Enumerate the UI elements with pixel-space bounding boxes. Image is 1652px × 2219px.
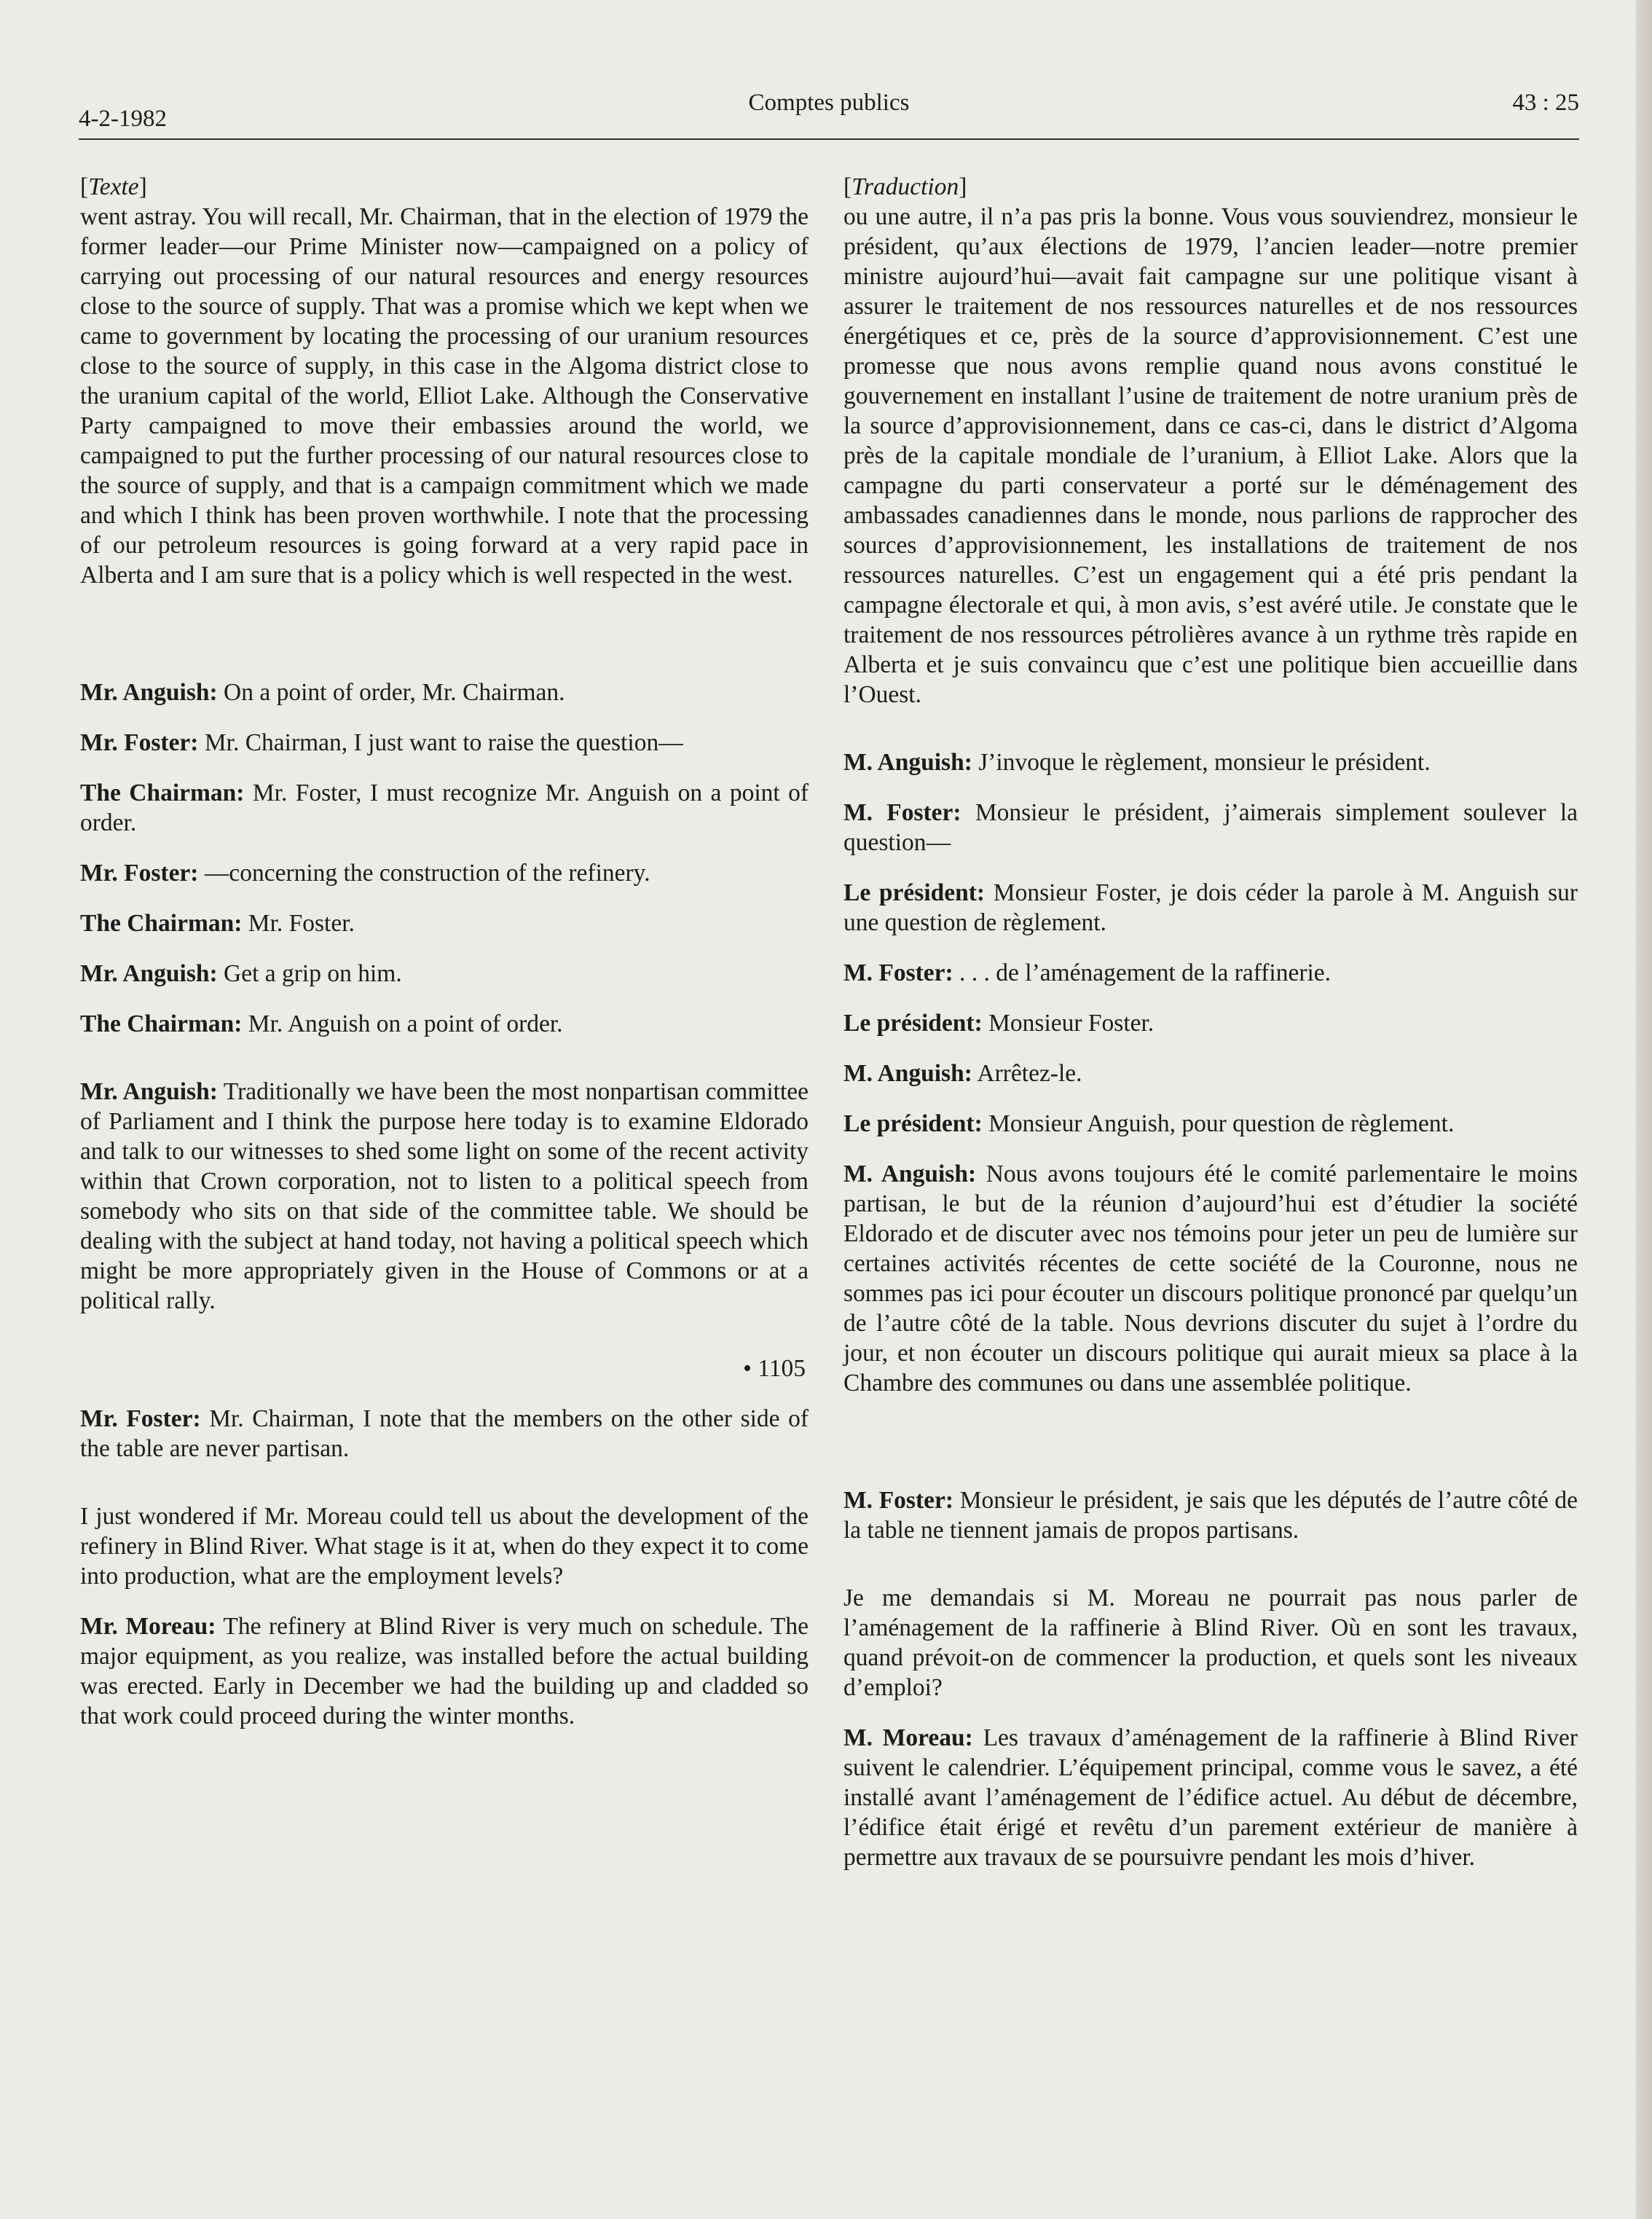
exchange: M. Foster: . . . de l’aménagement de la raffinerie. [843, 959, 1332, 986]
intro-paragraph: went astray. You will recall, Mr. Chairman, that in the election of 1979 the former leader—our Prime Minister now—campaigned on a policy of carrying out processing of our natural resources and energy resources close to the source of supply. That was a promise which we kept when we came to government by locating the processing of our uranium resources close to the source of supply, in this case in the Algoma district close to the uranium capital of the world, Elliot Lake. Although the Conservative Party campaigned to move their embassies around the world, we campaigned to put the further processing of our natural resources close to the source of supply, and that is a campaign commitment which we made and which I think has been proven worthwhile. I note that the processing of our petroleum resources is going forward at a very rapid pace in Alberta and I am sure that is a policy which is well respected in the west. [80, 203, 809, 589]
intro-paragraph: ou une autre, il n’a pas pris la bonne. Vous vous souviendrez, monsieur le président, qu’aux élections de 1979, l’ancien leader—notre premier ministre aujourd’hui—avait fait campagne sur une politique visant à assurer le traitement de nos ressources naturelles et de nos ressources énergétiques et ce, près de la source d’approvisionnement. C’est une promesse que nous avons remplie quand nous avons constitué le gouvernement en installant l’usine de traitement de notre uranium près de la source d’approvisionnement, dans ce cas-ci, dans le district d’Algoma près de la capitale mondiale de l’uranium, à Elliot Lake. Alors que la campagne du parti conservateur a porté sur le déménagement des ambassades canadiennes dans le monde, nous parlions de rapprocher des sources d’approvisionnement, les installations de traitement de nos ressources naturelles. C’est un engagement qui a été pris pendant la campagne électorale et qui, à mon avis, s’est avéré utile. Je constate que le traitement de nos ressources pétrolières avance à un rythme très rapide en Alberta et je suis convaincu que c’est une politique bien accueillie dans l’Ouest. [843, 203, 1578, 708]
exchange: Mr. Anguish: On a point of order, Mr. Chairman. [80, 679, 565, 706]
exchange: Mr. Foster: —concerning the construction of the refinery. [80, 860, 650, 887]
exchange: M. Anguish: J’invoque le règlement, monsieur le président. [843, 749, 1431, 776]
exchange: The Chairman: Mr. Foster. [80, 910, 355, 937]
speaker: M. Foster: [843, 1487, 953, 1514]
speaker: M. Moreau: [843, 1724, 973, 1751]
question-paragraph: I just wondered if Mr. Moreau could tell us about the development of the refinery in Blind River. What stage is it at, when do they expect it to come into production, what are the employment levels? [80, 1503, 809, 1590]
speaker: Mr. Foster: [80, 1405, 201, 1432]
exchange: Le président: Monsieur Foster. [843, 1010, 1155, 1037]
speaker: M. Anguish: [843, 1060, 972, 1087]
speaker: M. Anguish: [843, 749, 972, 776]
speaker: Mr. Anguish: [80, 1078, 218, 1105]
language-label: [Texte] [80, 173, 147, 200]
speaker: Le président: [843, 1110, 983, 1137]
header-date: 4-2-1982 [79, 106, 167, 132]
question-paragraph: Je me demandais si M. Moreau ne pourrait pas nous parler de l’aménagement de la raffinerie à Blind River. Où en sont les travaux, quand prévoit-on de commencer la production, et quels sont les niveaux d’emploi? [843, 1584, 1578, 1701]
exchange: M. Foster: Monsieur le président, je sais que les députés de l’autre côté de la table ne tiennent jamais de propos partisans. [843, 1487, 1578, 1544]
speaker: Mr. Anguish: [80, 679, 218, 706]
exchange: M. Anguish: Nous avons toujours été le comité parlementaire le moins partisan, le but de la réunion d’aujourd’hui est d’étudier la société Eldorado et de discuter avec nos témoins pour jeter un peu de lumière sur certaines activités récentes de cette société de la Couronne, nous ne sommes pas ici pour écouter un discours politique prononcé par quelqu’un de l’autre côté de la table. Nous devrions discuter du sujet à l’ordre du jour, et non écouter un discours politique qui aurait mieux sa place à la Chambre des communes ou dans une assemblée politique. [843, 1160, 1578, 1397]
exchange: Mr. Moreau: The refinery at Blind River is very much on schedule. The major equipment, as you realize, was installed before the actual building was erected. Early in December we had the building up and cladded so that work could proceed during the winter months. [80, 1613, 809, 1729]
speaker: The Chairman: [80, 1010, 243, 1037]
exchange: Le président: Monsieur Foster, je dois céder la parole à M. Anguish sur une question de règlement. [843, 879, 1578, 936]
header-page-number: 43 : 25 [1512, 90, 1579, 116]
speaker: Le président: [843, 1010, 983, 1037]
header-title: Comptes publics [748, 90, 910, 116]
exchange: Mr. Foster: Mr. Chairman, I just want to raise the question— [80, 729, 683, 756]
exchange: Mr. Anguish: Get a grip on him. [80, 960, 402, 987]
page-header [79, 80, 1579, 140]
speaker: Mr. Moreau: [80, 1613, 216, 1640]
exchange: M. Anguish: Arrêtez-le. [843, 1060, 1082, 1087]
french-column [843, 172, 1578, 1872]
speaker: The Chairman: [80, 779, 245, 806]
exchange: Mr. Anguish: Traditionally we have been the most nonpartisan committee of Parliament and I think the purpose here today is to examine Eldorado and talk to our witnesses to shed some light on some of the recent activity within that Crown corporation, not to listen to a political speech from somebody who sits on that side of the committee table. We should be dealing with the subject at hand today, not having a political speech which might be more appropriately given in the House of Commons or at a political rally. [80, 1078, 809, 1314]
speaker: Mr. Foster: [80, 860, 199, 887]
exchange: The Chairman: Mr. Anguish on a point of order. [80, 1010, 563, 1037]
page-edge-shadow [1636, 0, 1652, 2219]
speaker: The Chairman: [80, 910, 243, 937]
speaker: Mr. Anguish: [80, 960, 218, 987]
exchange: M. Foster: Monsieur le président, j’aimerais simplement soulever la question— [843, 799, 1578, 856]
exchange: Le président: Monsieur Anguish, pour question de règlement. [843, 1110, 1455, 1137]
language-label: [Traduction] [843, 173, 967, 200]
time-marker: • 1105 [743, 1355, 806, 1382]
english-column [80, 172, 809, 1731]
exchange: The Chairman: Mr. Foster, I must recognize Mr. Anguish on a point of order. [80, 779, 809, 836]
speaker: M. Foster: [843, 799, 961, 826]
speaker: Le président: [843, 879, 986, 906]
speaker: M. Foster: [843, 959, 953, 986]
exchange: Mr. Foster: Mr. Chairman, I note that the members on the other side of the table are never partisan. [80, 1405, 809, 1462]
exchange: M. Moreau: Les travaux d’aménagement de la raffinerie à Blind River suivent le calendrier. L’équipement principal, comme vous le savez, a été installé avant l’aménagement de l’édifice actuel. Au début de décembre, l’édifice était érigé et revêtu d’un parement extérieur de manière à permettre aux travaux de se poursuivre pendant les mois d’hiver. [843, 1724, 1578, 1871]
speaker: M. Anguish: [843, 1160, 977, 1187]
speaker: Mr. Foster: [80, 729, 199, 756]
